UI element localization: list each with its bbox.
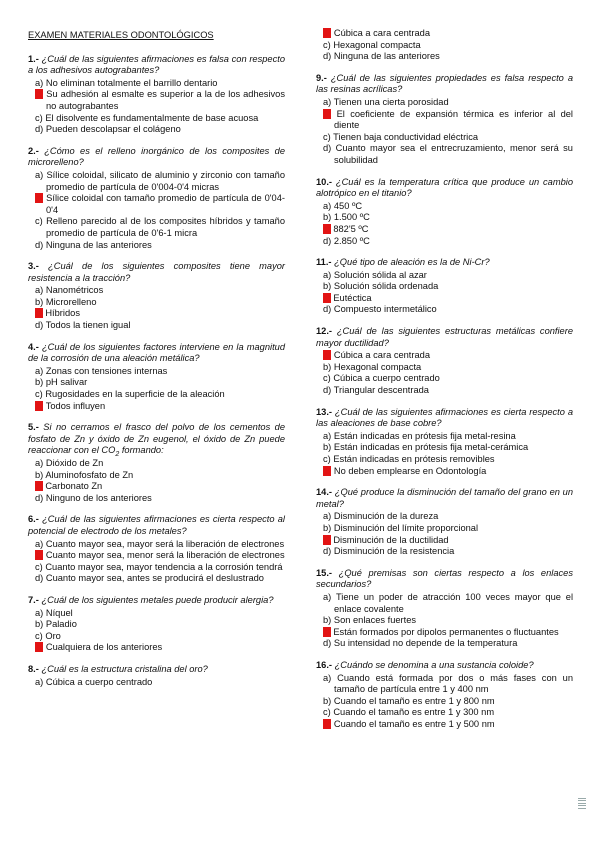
- option-text: 882'5 ºC: [333, 223, 369, 234]
- question-continuation: [316, 28, 573, 63]
- question-number: 16.-: [316, 659, 333, 670]
- question-prompt: ¿Cuál de las siguientes afirmaciones es falsa con respecto a los adhesivos autograbantes?: [28, 53, 285, 76]
- option-letter: d): [323, 385, 332, 396]
- question-text: [316, 660, 573, 672]
- option: [316, 615, 573, 627]
- option-text: Oro: [45, 630, 61, 641]
- option-text: 1.500 ºC: [333, 212, 370, 223]
- option-letter: b): [35, 469, 44, 480]
- option: [28, 550, 285, 562]
- option: [316, 270, 573, 282]
- question-number: 9.-: [316, 72, 327, 83]
- option-letter: a): [35, 676, 44, 687]
- option: [28, 193, 285, 216]
- option-letter: b): [323, 28, 332, 38]
- option: [316, 454, 573, 466]
- question-text: [28, 261, 285, 284]
- option: [28, 631, 285, 643]
- option-text: Disminución del límite proporcional: [333, 522, 479, 533]
- option-text: Cuanto mayor sea, mayor tendencia a la corrosión tendrá: [45, 561, 283, 572]
- option: [28, 297, 285, 309]
- option-letter: a): [323, 269, 332, 280]
- question: [28, 595, 285, 654]
- option-text: 2.850 ºC: [333, 235, 370, 246]
- option-letter: b): [323, 108, 332, 119]
- option: [28, 113, 285, 125]
- question-number: 6.-: [28, 514, 39, 525]
- option-letter: b): [323, 212, 332, 223]
- option: [316, 350, 573, 362]
- question-prompt: Si no cerramos el frasco del polvo de los cementos de fosfato de Zn y óxido de Zn eugenol, el óxido de Zn puede reaccionar con el CO: [28, 422, 285, 456]
- option-letter: b): [323, 361, 332, 372]
- question-number: 8.-: [28, 663, 39, 674]
- option-text: Rugosidades en la superficie de la aleación: [45, 389, 225, 400]
- question-text: [28, 342, 285, 365]
- question-text: [316, 568, 573, 591]
- option-letter: d): [35, 573, 44, 584]
- option-letter: b): [35, 377, 44, 388]
- question-text: [28, 422, 285, 457]
- question-number: 5.-: [28, 422, 39, 433]
- option-letter: a): [323, 96, 332, 107]
- question: [28, 54, 285, 136]
- option-letter: d): [35, 642, 44, 653]
- question-prompt: ¿Cuándo se denomina a una sustancia coloide?: [334, 659, 534, 670]
- option-letter: c): [323, 39, 331, 50]
- question: [316, 568, 573, 650]
- option: [316, 51, 573, 63]
- option-letter: a): [35, 538, 44, 549]
- option-text: Disminución de la dureza: [333, 511, 439, 522]
- question-text: [316, 407, 573, 430]
- option: [28, 240, 285, 252]
- option-letter: d): [35, 320, 44, 331]
- option-text: Nanométricos: [45, 285, 104, 296]
- option: [28, 619, 285, 631]
- option: [28, 366, 285, 378]
- question-number: 2.-: [28, 145, 39, 156]
- option-letter: c): [323, 292, 331, 303]
- question-text: [28, 146, 285, 169]
- option-letter: d): [35, 400, 44, 411]
- option: [316, 673, 573, 696]
- option-letter: d): [323, 51, 332, 62]
- option-text: Pueden descolapsar el colágeno: [45, 124, 181, 135]
- subscript: 2: [115, 451, 120, 459]
- option-letter: d): [323, 304, 332, 315]
- option: [28, 642, 285, 654]
- option-text: Tiene un poder de atracción 100 veces mayor que el enlace covalente: [334, 591, 574, 614]
- option-letter: b): [35, 193, 44, 204]
- option-text: Aluminofosfato de Zn: [45, 469, 134, 480]
- question: [316, 487, 573, 558]
- option-text: Compuesto intermetálico: [333, 304, 437, 315]
- option: [28, 285, 285, 297]
- option-letter: a): [323, 350, 332, 361]
- question-text: [316, 257, 573, 269]
- option-text: Eutéctica: [333, 292, 372, 303]
- option: [28, 308, 285, 320]
- option: [316, 466, 573, 478]
- option-letter: c): [35, 561, 43, 572]
- option-letter: a): [35, 607, 44, 618]
- option: [316, 638, 573, 650]
- option: [316, 431, 573, 443]
- question-prompt: ¿Cuál de las siguientes afirmaciones es cierta respecto al potencial de electrodo de los metales?: [28, 514, 285, 536]
- option: [28, 470, 285, 482]
- option: [316, 719, 573, 731]
- option: [28, 124, 285, 136]
- question-prompt: ¿Cuál es la estructura cristalina del oro?: [41, 663, 208, 674]
- option-text: Ninguno de los anteriores: [45, 492, 152, 503]
- question-number: 11.-: [316, 257, 332, 268]
- option: [316, 40, 573, 52]
- option-text: Cúbica a cara centrada: [333, 28, 430, 38]
- option-letter: b): [323, 522, 332, 533]
- option: [28, 377, 285, 389]
- option: [28, 677, 285, 689]
- option-text: Paladio: [45, 619, 77, 630]
- option: [316, 546, 573, 558]
- exam-title: EXAMEN MATERIALES ODONTOLÓGICOS: [28, 30, 214, 40]
- option-letter: d): [323, 465, 332, 476]
- question: [28, 261, 285, 332]
- scroll-grip-icon[interactable]: [578, 798, 586, 811]
- option: [28, 458, 285, 470]
- option-letter: c): [35, 630, 43, 641]
- option-text: Solución sólida ordenada: [333, 281, 439, 292]
- option-letter: b): [323, 281, 332, 292]
- question: [28, 342, 285, 413]
- option-text: Dióxido de Zn: [45, 458, 104, 468]
- right-column: [316, 0, 573, 740]
- option-text: Solución sólida al azar: [333, 269, 427, 280]
- option-text: Cúbica a cuerpo centrado: [333, 373, 440, 384]
- option-letter: d): [323, 638, 332, 649]
- option: [316, 707, 573, 719]
- option-letter: c): [35, 216, 43, 227]
- option: [316, 109, 573, 132]
- question-number: 1.-: [28, 53, 39, 64]
- option-letter: c): [323, 707, 331, 718]
- option-text: Cuanto mayor sea, antes se producirá el deslustrado: [45, 573, 264, 584]
- option: [316, 201, 573, 213]
- option-letter: a): [35, 169, 44, 180]
- option: [28, 573, 285, 585]
- option-letter: d): [35, 239, 44, 250]
- question-text: [316, 487, 573, 510]
- option-letter: c): [323, 223, 331, 234]
- question-prompt: ¿Cuál de las siguientes estructuras metálicas confiere mayor ductilidad?: [316, 326, 573, 348]
- option: [28, 493, 285, 505]
- option-letter: b): [35, 550, 44, 561]
- option-letter: c): [323, 626, 331, 637]
- option-letter: a): [323, 672, 332, 683]
- question: [316, 660, 573, 731]
- option-text: No deben emplearse en Odontología: [333, 465, 487, 476]
- option: [316, 696, 573, 708]
- option: [316, 97, 573, 109]
- question-prompt: ¿Cómo es el relleno inorgánico de los composites de microrelleno?: [28, 145, 285, 168]
- option: [316, 293, 573, 305]
- option-letter: c): [323, 373, 331, 384]
- option-text: Híbridos: [45, 308, 80, 319]
- option-letter: d): [35, 492, 44, 503]
- option-text: 450 ºC: [333, 200, 363, 211]
- option-letter: a): [35, 77, 44, 88]
- question-prompt: ¿Qué premisas son ciertas respecto a los enlaces secundarios?: [316, 567, 573, 590]
- option: [316, 224, 573, 236]
- option: [316, 143, 573, 166]
- option-text: Todos la tienen igual: [45, 320, 131, 331]
- option-text: Triangular descentrada: [333, 385, 429, 396]
- left-column: [28, 0, 285, 698]
- option-text: Sílice coloidal, silicato de aluminio y zirconio con tamaño promedio de partícula de 0'004-0'4 micras: [46, 169, 285, 192]
- option: [316, 627, 573, 639]
- option-text: Hexagonal compacta: [333, 39, 421, 50]
- question: [28, 146, 285, 251]
- question-number: 4.-: [28, 341, 39, 352]
- option-letter: c): [323, 131, 331, 142]
- option-text: Son enlaces fuertes: [333, 615, 417, 626]
- option-text: Están formados por dipolos permanentes o fluctuantes: [333, 626, 559, 637]
- option: [316, 132, 573, 144]
- option: [316, 535, 573, 547]
- option: [316, 373, 573, 385]
- option-text: Zonas con tensiones internas: [45, 365, 168, 376]
- option-text: Cúbica a cuerpo centrado: [45, 676, 153, 687]
- option-letter: d): [323, 235, 332, 246]
- question-text: [28, 664, 285, 676]
- option-letter: b): [35, 89, 44, 100]
- option: [316, 28, 573, 40]
- option-text: Cúbica a cara centrada: [333, 350, 430, 361]
- option: [316, 362, 573, 374]
- option: [28, 89, 285, 112]
- question-text: [316, 326, 573, 349]
- option-text: Ninguna de las anteriores: [45, 239, 152, 250]
- option: [28, 539, 285, 551]
- question-prompt: ¿Cuál de las siguientes propiedades es falsa respecto a las resinas acrílicas?: [316, 72, 573, 95]
- question: [28, 514, 285, 585]
- option-text: Microrelleno: [45, 296, 97, 307]
- question-prompt: ¿Cuál de las siguientes afirmaciones es cierta respecto a las aleaciones de base cobre?: [316, 406, 573, 429]
- option-text: Cuando el tamaño es entre 1 y 300 nm: [333, 707, 495, 718]
- option-text: Ninguna de las anteriores: [333, 51, 440, 62]
- option-letter: c): [323, 534, 331, 545]
- option-text: Cuanto mayor sea, mayor será la liberación de electrones: [45, 538, 285, 549]
- question-number: 3.-: [28, 261, 39, 272]
- option-letter: a): [35, 285, 44, 296]
- option-text: Tienen una cierta porosidad: [333, 96, 449, 107]
- option-text: No eliminan totalmente el barrillo dentario: [45, 77, 218, 88]
- question-prompt: ¿Cuál de los siguientes composites tiene mayor resistencia a la tracción?: [28, 261, 285, 283]
- question-text: [28, 514, 285, 537]
- option-text: El coeficiente de expansión térmica es inferior al del diente: [334, 108, 573, 131]
- option-text: Sílice coloidal con tamaño promedio de partícula de 0'04-0'4: [46, 193, 285, 215]
- option: [316, 304, 573, 316]
- option-text: Cuando el tamaño es entre 1 y 800 nm: [333, 695, 495, 706]
- question-prompt: ¿Qué produce la disminución del tamaño del grano en un metal?: [316, 487, 574, 509]
- question-prompt: ¿Qué tipo de aleación es la de Ni-Cr?: [334, 257, 490, 268]
- question-text: [316, 73, 573, 96]
- option-letter: b): [323, 695, 332, 706]
- option-text: Cuanto mayor sea, menor será la liberación de electrones: [45, 550, 285, 561]
- option-text: Cuanto mayor sea el entrecruzamiento, menor será su solubilidad: [334, 143, 573, 165]
- option: [28, 481, 285, 493]
- question-number: 13.-: [316, 406, 333, 417]
- option-letter: a): [35, 458, 44, 468]
- option-letter: b): [323, 615, 332, 626]
- option: [28, 320, 285, 332]
- option-text: Todos influyen: [45, 400, 106, 411]
- option: [28, 216, 285, 239]
- question: [316, 407, 573, 478]
- option-text: Carbonato Zn: [45, 481, 103, 492]
- option-text: Disminución de la resistencia: [333, 546, 455, 557]
- question-text: [28, 595, 285, 607]
- question-number: 14.-: [316, 487, 333, 498]
- option-letter: b): [35, 296, 44, 307]
- question: [316, 177, 573, 248]
- option: [316, 442, 573, 454]
- question: [316, 326, 573, 397]
- option-letter: d): [323, 143, 332, 154]
- option-letter: c): [35, 389, 43, 400]
- option-text: Hexagonal compacta: [333, 361, 422, 372]
- option: [28, 608, 285, 620]
- option-letter: c): [35, 112, 43, 123]
- option: [316, 212, 573, 224]
- option-letter: a): [323, 511, 332, 522]
- option: [316, 592, 573, 615]
- question-text: [316, 177, 573, 200]
- question-number: 15.-: [316, 567, 333, 578]
- option: [28, 562, 285, 574]
- option-text: Están indicadas en prótesis fija metal-resina: [333, 430, 516, 441]
- question: [316, 73, 573, 167]
- option: [28, 389, 285, 401]
- option-text: Están indicadas en prótesis fija metal-cerámica: [333, 442, 529, 453]
- question: [28, 664, 285, 688]
- option-text: Relleno parecido al de los composites híbridos y tamaño promedio de partícula de 0'6-1 micra: [46, 216, 285, 238]
- option-letter: c): [35, 481, 43, 492]
- option: [28, 78, 285, 90]
- question-number: 10.-: [316, 176, 333, 187]
- question-prompt: ¿Cuál de los siguientes metales puede producir alergia?: [41, 594, 274, 605]
- option-letter: a): [35, 365, 44, 376]
- question-prompt-end: formando:: [119, 445, 164, 456]
- option-letter: c): [35, 308, 43, 319]
- question: [28, 422, 285, 504]
- question-prompt: ¿Cuál es la temperatura crítica que produce un cambio alotrópico en el titanio?: [316, 176, 573, 199]
- question-text: [28, 54, 285, 77]
- option-text: Cuando el tamaño es entre 1 y 500 nm: [333, 718, 495, 729]
- option-letter: d): [323, 546, 332, 557]
- option-letter: d): [35, 124, 44, 135]
- option-text: Níquel: [45, 607, 73, 618]
- option-letter: d): [323, 718, 332, 729]
- option-text: Disminución de la ductilidad: [333, 534, 449, 545]
- option-letter: a): [323, 200, 332, 211]
- option-text: Su intensidad no depende de la temperatura: [333, 638, 518, 649]
- option-text: Cualquiera de los anteriores: [45, 642, 163, 653]
- question: [316, 257, 573, 316]
- option: [316, 236, 573, 248]
- option-text: El disolvente es fundamentalmente de base acuosa: [45, 112, 259, 123]
- question-number: 12.-: [316, 326, 333, 337]
- option-letter: a): [323, 591, 332, 602]
- option: [316, 523, 573, 535]
- option-text: Cuando está formada por dos o más fases con un tamaño de partícula entre 1 y 400 nm: [334, 672, 574, 695]
- option: [28, 401, 285, 413]
- question-prompt: ¿Cuál de los siguientes factores interviene en la magnitud de la corrosión de una aleación metálica?: [28, 341, 285, 364]
- option-text: Su adhesión al esmalte es superior a la de los adhesivos no autograbantes: [46, 89, 285, 111]
- option-text: Tienen baja conductividad eléctrica: [333, 131, 479, 142]
- question-number: 7.-: [28, 594, 39, 605]
- option-letter: c): [323, 454, 331, 464]
- option-text: pH salivar: [45, 377, 88, 388]
- option-letter: b): [35, 619, 44, 630]
- option-letter: b): [323, 442, 332, 453]
- option: [316, 511, 573, 523]
- option: [316, 281, 573, 293]
- option: [316, 385, 573, 397]
- option: [28, 170, 285, 193]
- option-letter: a): [323, 430, 332, 441]
- option-text: Están indicadas en prótesis removibles: [333, 454, 495, 464]
